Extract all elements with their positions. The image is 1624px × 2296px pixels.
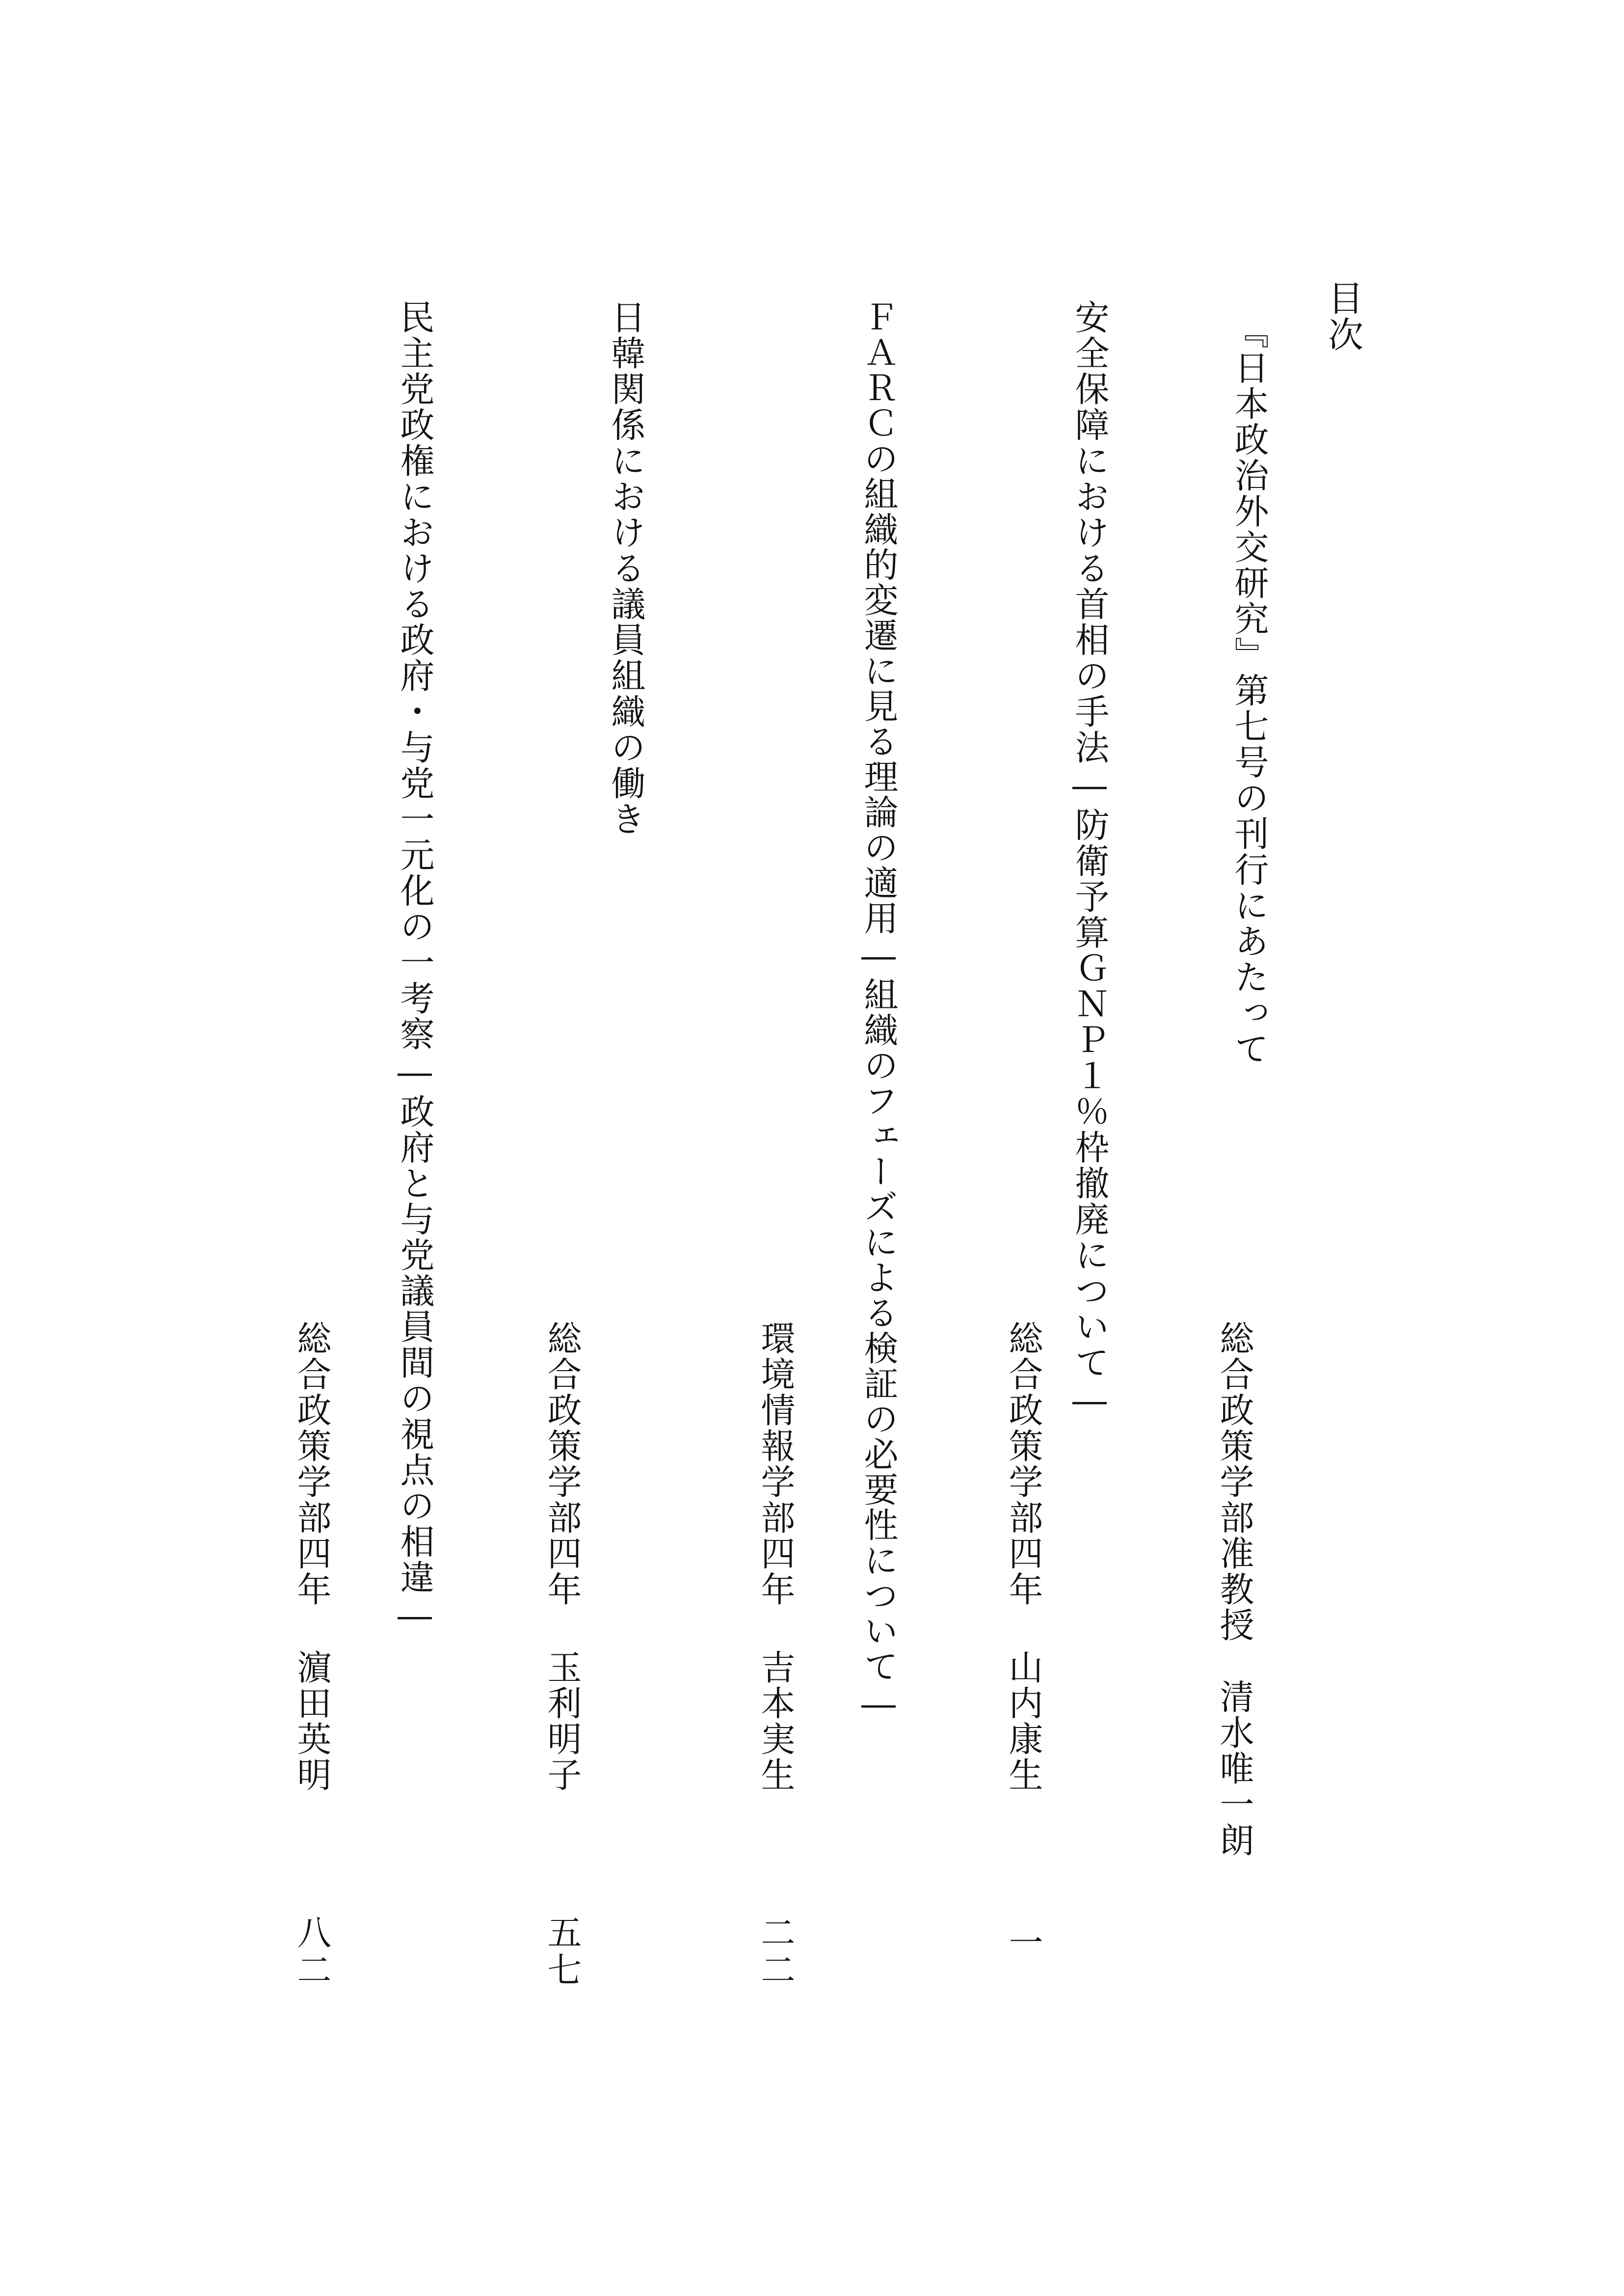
toc-entry-title: 『日本政治外交研究』第七号の刊行にあたって — [1229, 314, 1269, 1067]
toc-entry-title: ＦＡＲＣの組織的変遷に見る理論の適用―組織のフェーズによる検証の必要性について― — [858, 299, 899, 1725]
toc-entry-page: 八二 — [292, 1915, 332, 1989]
toc-entry-affiliation: 総合政策学部四年 — [542, 1321, 582, 1607]
toc-entry-page: 二二 — [755, 1915, 796, 1989]
toc-entry-affiliation: 総合政策学部四年 — [292, 1321, 332, 1607]
toc-entry-author: 山内康生 — [1003, 1649, 1043, 1793]
toc-entry-affiliation: 総合政策学部四年 — [1003, 1321, 1043, 1607]
toc-entry-author: 玉利明子 — [542, 1649, 582, 1793]
toc-entry-title: 安全保障における首相の手法―防衛予算ＧＮＰ１％枠撤廃について― — [1069, 299, 1110, 1422]
toc-entry-title: 日韓関係における議員組織の働き — [606, 299, 646, 837]
toc-heading: 目次 — [1322, 280, 1363, 352]
toc-entry-page: 五七 — [542, 1915, 582, 1989]
toc-entry-author: 濵田英明 — [292, 1649, 332, 1793]
toc-entry-author: 清水唯一朗 — [1214, 1679, 1254, 1858]
toc-entry-affiliation: 環境情報学部四年 — [755, 1321, 796, 1607]
toc-entry-title: 民主党政権における政府・与党一元化の一考察―政府と与党議員間の視点の相違― — [395, 299, 435, 1637]
toc-entry-affiliation: 総合政策学部准教授 — [1214, 1321, 1254, 1643]
toc-entry-author: 吉本実生 — [755, 1649, 796, 1793]
toc-entry-page: 一 — [1003, 1924, 1043, 1962]
